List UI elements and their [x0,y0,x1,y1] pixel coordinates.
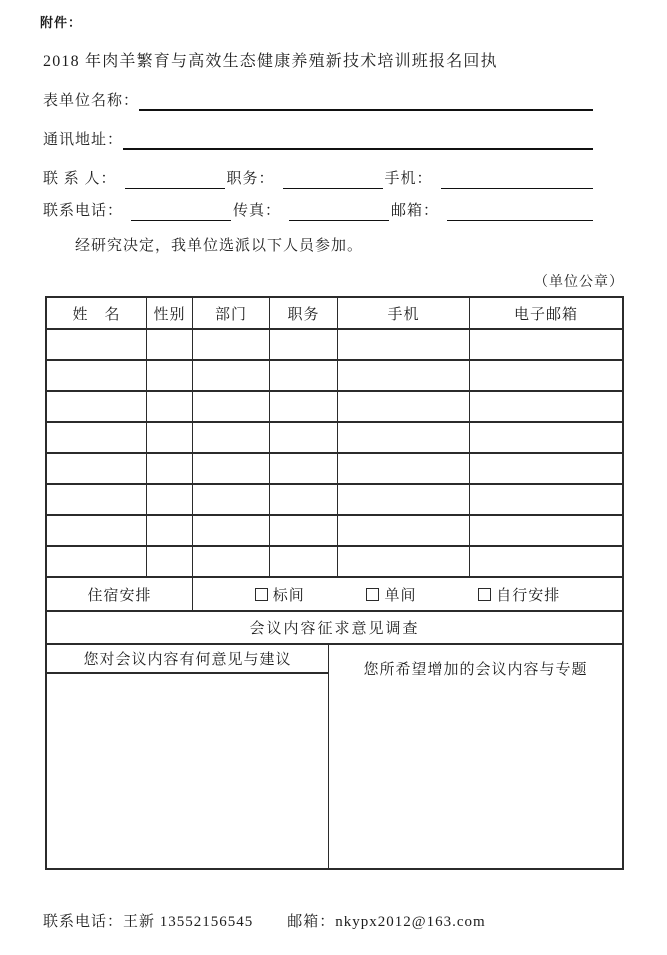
lodging-option-standard-room[interactable] [255,584,305,605]
unit-name-label: 表单位名称： [43,93,140,109]
lodging-options [193,578,622,610]
fax-label: 传真： [233,203,282,219]
table-cell[interactable] [193,392,270,423]
table-cell[interactable] [270,454,338,485]
table-cell[interactable] [47,485,147,516]
header-cell-gender: 性别 [147,298,193,330]
email-fill-line[interactable] [447,200,593,221]
table-row [47,516,622,547]
table-cell[interactable] [193,485,270,516]
table-cell[interactable] [147,330,193,361]
field-row-unit-name [43,88,593,111]
page-title: 2018 年肉羊繁育与高效生态健康养殖新技术培训班报名回执 [43,53,498,70]
address-fill-line[interactable] [123,128,593,150]
header-cell-mobile: 手机 [338,298,470,330]
table-cell[interactable] [193,423,270,454]
table-cell[interactable] [147,485,193,516]
table-cell[interactable] [47,454,147,485]
attachment-label: 附件： [40,15,83,30]
mobile-fill-line[interactable] [441,168,593,189]
table-cell[interactable] [270,330,338,361]
table-cell[interactable] [47,330,147,361]
comments-right-column [329,645,622,868]
table-cell[interactable] [270,547,338,578]
table-cell[interactable] [470,392,622,423]
table-cell[interactable] [270,361,338,392]
table-cell[interactable] [193,454,270,485]
table-cell[interactable] [338,516,470,547]
phone-label: 联系电话： [43,203,124,219]
checkbox-icon[interactable] [366,588,379,601]
table-cell[interactable] [338,454,470,485]
table-cell[interactable] [270,485,338,516]
address-label: 通讯地址： [43,132,124,148]
position-fill-line[interactable] [283,168,383,189]
field-row-contact [43,166,593,189]
table-row [47,485,622,516]
table-cell[interactable] [338,485,470,516]
table-cell[interactable] [270,392,338,423]
table-row [47,423,622,454]
table-cell[interactable] [47,392,147,423]
lodging-row [47,578,622,612]
table-cell[interactable] [193,361,270,392]
table-cell[interactable] [470,485,622,516]
contact-label: 联 系 人： [43,171,117,187]
table-row [47,330,622,361]
table-cell[interactable] [338,547,470,578]
table-row [47,392,622,423]
table-cell[interactable] [470,547,622,578]
table-cell[interactable] [47,423,147,454]
lodging-option-self-arranged[interactable] [478,584,560,605]
table-cell[interactable] [193,516,270,547]
table-cell[interactable] [147,361,193,392]
table-cell[interactable] [338,361,470,392]
unit-name-fill-line[interactable] [139,89,593,111]
checkbox-icon[interactable] [255,588,268,601]
table-cell[interactable] [147,547,193,578]
comments-section [47,645,622,868]
header-cell-email: 电子邮箱 [470,298,622,330]
table-cell[interactable] [47,547,147,578]
email-label: 邮箱： [391,203,440,219]
table-cell[interactable] [470,454,622,485]
table-cell[interactable] [470,423,622,454]
table-cell[interactable] [470,330,622,361]
position-label: 职务： [226,171,275,187]
lodging-option-label: 自行安排 [496,587,561,604]
table-cell[interactable] [147,423,193,454]
table-cell[interactable] [47,516,147,547]
table-cell[interactable] [193,547,270,578]
mobile-label: 手机： [384,171,433,187]
field-row-phone [43,198,593,221]
table-row [47,361,622,392]
table-cell[interactable] [147,392,193,423]
comments-right-header: 您所希望增加的会议内容与专题 [363,662,588,678]
header-cell-name: 姓 名 [47,298,147,330]
survey-title-row: 会议内容征求意见调查 [47,612,622,645]
table-cell[interactable] [270,516,338,547]
table-cell[interactable] [47,361,147,392]
table-row [47,454,622,485]
field-row-address [43,127,593,150]
intro-sentence: 经研究决定，我单位选派以下人员参加。 [75,238,364,254]
contact-fill-line[interactable] [125,168,225,189]
lodging-label: 住宿安排 [47,578,193,610]
table-cell[interactable] [270,423,338,454]
header-cell-department: 部门 [193,298,270,330]
footer-email: 邮箱：nkypx2012@163.com [287,914,486,930]
footer-phone: 联系电话：王新 13552156545 [43,914,254,930]
seal-note: （单位公章） [534,275,624,290]
table-row [47,547,622,578]
lodging-option-label: 单间 [384,587,417,604]
checkbox-icon[interactable] [478,588,491,601]
table-cell[interactable] [470,361,622,392]
comments-left-header: 您对会议内容有何意见与建议 [47,645,328,674]
phone-fill-line[interactable] [131,200,231,221]
fax-fill-line[interactable] [289,200,389,221]
comments-left-column [47,645,329,868]
comments-right-input-area[interactable] [329,681,622,868]
lodging-option-label: 标间 [272,587,305,604]
table-cell[interactable] [470,516,622,547]
attendee-table [45,296,624,870]
table-cell[interactable] [338,392,470,423]
table-cell[interactable] [147,516,193,547]
footer-contact [43,910,486,931]
lodging-option-single-room[interactable] [366,584,416,605]
table-cell[interactable] [193,330,270,361]
comments-left-input-area[interactable] [47,674,328,868]
table-header-row [47,298,622,330]
table-cell[interactable] [338,423,470,454]
table-cell[interactable] [338,330,470,361]
table-cell[interactable] [147,454,193,485]
header-cell-position: 职务 [270,298,338,330]
